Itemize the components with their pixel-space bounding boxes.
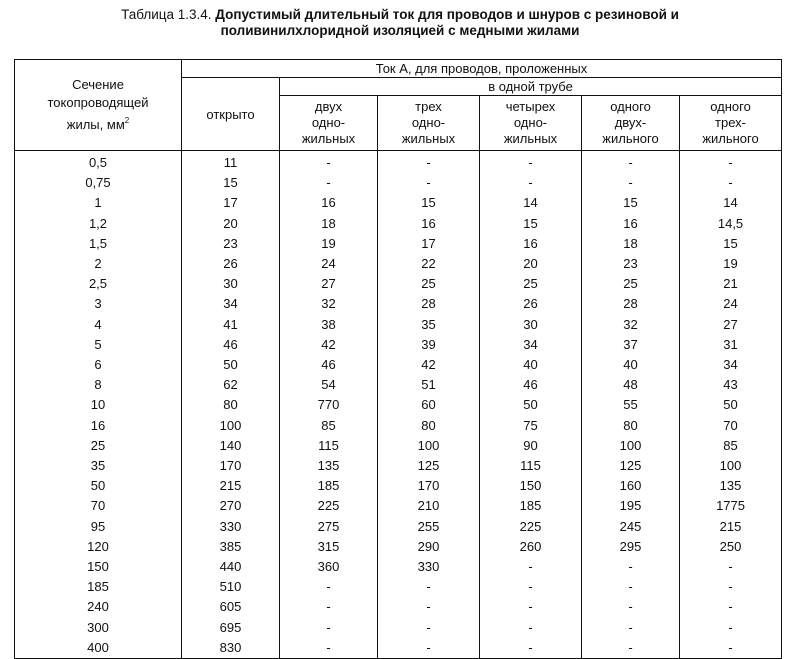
current-table xyxy=(14,59,782,659)
cell-open: 26 xyxy=(182,254,280,274)
cell-three-single-core: 210 xyxy=(378,496,480,516)
header-in-pipe: в одной трубе xyxy=(280,78,782,96)
cell-one-three-core: 14,5 xyxy=(680,214,782,234)
cell-open: 17 xyxy=(182,193,280,213)
cell-four-single-core: 26 xyxy=(480,294,582,314)
cell-one-three-core: 1775 xyxy=(680,496,782,516)
cell-one-two-core: - xyxy=(582,577,680,597)
cell-open: 270 xyxy=(182,496,280,516)
cell-one-two-core: 55 xyxy=(582,395,680,415)
cell-one-two-core: - xyxy=(582,173,680,193)
cell-open: 440 xyxy=(182,557,280,577)
cell-one-two-core: - xyxy=(582,557,680,577)
cell-open: 385 xyxy=(182,537,280,557)
table-row xyxy=(15,557,782,577)
cell-three-single-core: - xyxy=(378,618,480,638)
cell-cross-section: 240 xyxy=(15,597,182,617)
cell-one-three-core: - xyxy=(680,638,782,659)
cell-four-single-core: - xyxy=(480,577,582,597)
header-cross-section: Сечение токопроводящей жилы, $мм^2$ xyxy=(15,60,182,151)
cell-four-single-core: 40 xyxy=(480,355,582,375)
cell-one-three-core: 14 xyxy=(680,193,782,213)
cell-open: 50 xyxy=(182,355,280,375)
cell-four-single-core: 15 xyxy=(480,214,582,234)
cell-one-three-core: 215 xyxy=(680,517,782,537)
cell-open: 215 xyxy=(182,476,280,496)
header-pipe-col-5: одного трех- жильного xyxy=(680,96,782,151)
cell-one-two-core: 245 xyxy=(582,517,680,537)
table-row xyxy=(15,355,782,375)
cell-three-single-core: 16 xyxy=(378,214,480,234)
cell-two-single-core: - xyxy=(280,577,378,597)
cell-one-two-core: 15 xyxy=(582,193,680,213)
cell-one-two-core: 125 xyxy=(582,456,680,476)
table-row xyxy=(15,294,782,314)
cell-one-two-core: 160 xyxy=(582,476,680,496)
cell-three-single-core: - xyxy=(378,597,480,617)
table-row xyxy=(15,375,782,395)
cell-three-single-core: 51 xyxy=(378,375,480,395)
cell-two-single-core: 185 xyxy=(280,476,378,496)
caption-number: Таблица 1.3.4. xyxy=(121,7,212,22)
cell-three-single-core: 290 xyxy=(378,537,480,557)
cell-four-single-core: - xyxy=(480,557,582,577)
cell-one-three-core: 100 xyxy=(680,456,782,476)
cell-three-single-core: 15 xyxy=(378,193,480,213)
cell-open: 34 xyxy=(182,294,280,314)
table-row xyxy=(15,476,782,496)
cell-two-single-core: 18 xyxy=(280,214,378,234)
cell-two-single-core: 32 xyxy=(280,294,378,314)
table-row xyxy=(15,214,782,234)
cell-two-single-core: 54 xyxy=(280,375,378,395)
cell-two-single-core: 770 xyxy=(280,395,378,415)
cell-cross-section: 10 xyxy=(15,395,182,415)
cell-one-three-core: 19 xyxy=(680,254,782,274)
cell-one-two-core: - xyxy=(582,638,680,659)
cell-four-single-core: 20 xyxy=(480,254,582,274)
header-pipe-col-1: двух одно- жильных xyxy=(280,96,378,151)
caption-line-1 xyxy=(0,7,800,23)
table-row xyxy=(15,597,782,617)
cell-three-single-core: 330 xyxy=(378,557,480,577)
cell-three-single-core: - xyxy=(378,638,480,659)
cell-two-single-core: - xyxy=(280,151,378,174)
cell-two-single-core: 27 xyxy=(280,274,378,294)
cell-cross-section: 4 xyxy=(15,315,182,335)
cell-one-two-core: 32 xyxy=(582,315,680,335)
cell-one-two-core: 48 xyxy=(582,375,680,395)
cell-two-single-core: 24 xyxy=(280,254,378,274)
table-row xyxy=(15,395,782,415)
cell-cross-section: 25 xyxy=(15,436,182,456)
cell-cross-section: 0,5 xyxy=(15,151,182,174)
cell-one-two-core: - xyxy=(582,151,680,174)
cell-open: 11 xyxy=(182,151,280,174)
cell-three-single-core: 170 xyxy=(378,476,480,496)
cell-one-three-core: 250 xyxy=(680,537,782,557)
cell-cross-section: 0,75 xyxy=(15,173,182,193)
cell-one-three-core: - xyxy=(680,597,782,617)
cell-four-single-core: 16 xyxy=(480,234,582,254)
cell-three-single-core: 60 xyxy=(378,395,480,415)
cell-four-single-core: 46 xyxy=(480,375,582,395)
cell-three-single-core: 255 xyxy=(378,517,480,537)
cell-cross-section: 120 xyxy=(15,537,182,557)
cell-three-single-core: 22 xyxy=(378,254,480,274)
cell-one-two-core: - xyxy=(582,618,680,638)
cell-open: 100 xyxy=(182,416,280,436)
cell-one-two-core: 295 xyxy=(582,537,680,557)
cell-one-three-core: 70 xyxy=(680,416,782,436)
cell-open: 830 xyxy=(182,638,280,659)
cell-one-three-core: 24 xyxy=(680,294,782,314)
cell-one-two-core: 23 xyxy=(582,254,680,274)
cell-open: 330 xyxy=(182,517,280,537)
caption-title-line-1: Допустимый длительный ток для проводов и шнуров с резиновой и xyxy=(215,7,679,22)
cell-cross-section: 6 xyxy=(15,355,182,375)
cell-two-single-core: - xyxy=(280,638,378,659)
table-row xyxy=(15,193,782,213)
cell-one-two-core: 80 xyxy=(582,416,680,436)
table-row xyxy=(15,315,782,335)
cell-open: 62 xyxy=(182,375,280,395)
cell-cross-section: 185 xyxy=(15,577,182,597)
cell-open: 20 xyxy=(182,214,280,234)
cell-one-two-core: - xyxy=(582,597,680,617)
cell-two-single-core: 46 xyxy=(280,355,378,375)
table-row xyxy=(15,517,782,537)
cell-open: 510 xyxy=(182,577,280,597)
cell-one-two-core: 100 xyxy=(582,436,680,456)
cell-cross-section: 2,5 xyxy=(15,274,182,294)
cell-one-three-core: - xyxy=(680,618,782,638)
cell-one-two-core: 25 xyxy=(582,274,680,294)
cell-cross-section: 3 xyxy=(15,294,182,314)
cell-one-three-core: 50 xyxy=(680,395,782,415)
header-open: открыто xyxy=(182,78,280,151)
cell-open: 30 xyxy=(182,274,280,294)
table-row xyxy=(15,173,782,193)
table-row xyxy=(15,537,782,557)
cell-three-single-core: 35 xyxy=(378,315,480,335)
cell-open: 80 xyxy=(182,395,280,415)
cell-four-single-core: 185 xyxy=(480,496,582,516)
cell-three-single-core: 25 xyxy=(378,274,480,294)
cell-cross-section: 300 xyxy=(15,618,182,638)
cell-one-two-core: 16 xyxy=(582,214,680,234)
cell-one-three-core: 27 xyxy=(680,315,782,335)
cell-three-single-core: 80 xyxy=(378,416,480,436)
cell-cross-section: 16 xyxy=(15,416,182,436)
cell-one-three-core: 34 xyxy=(680,355,782,375)
cell-cross-section: 95 xyxy=(15,517,182,537)
cell-open: 15 xyxy=(182,173,280,193)
cell-three-single-core: 39 xyxy=(378,335,480,355)
cell-open: 695 xyxy=(182,618,280,638)
cell-two-single-core: - xyxy=(280,597,378,617)
cell-cross-section: 1,5 xyxy=(15,234,182,254)
cell-open: 605 xyxy=(182,597,280,617)
cell-four-single-core: 115 xyxy=(480,456,582,476)
cell-open: 170 xyxy=(182,456,280,476)
cell-cross-section: 150 xyxy=(15,557,182,577)
cell-one-three-core: 43 xyxy=(680,375,782,395)
cell-four-single-core: 225 xyxy=(480,517,582,537)
cell-four-single-core: 34 xyxy=(480,335,582,355)
table-row xyxy=(15,416,782,436)
cell-cross-section: 5 xyxy=(15,335,182,355)
cell-cross-section: 70 xyxy=(15,496,182,516)
table-row xyxy=(15,496,782,516)
table-caption xyxy=(0,7,800,39)
caption-title-line-2: поливинилхлоридной изоляцией с медными жилами xyxy=(220,23,580,38)
cell-three-single-core: - xyxy=(378,173,480,193)
cell-one-two-core: 18 xyxy=(582,234,680,254)
cell-one-three-core: - xyxy=(680,151,782,174)
cell-open: 23 xyxy=(182,234,280,254)
cell-cross-section: 50 xyxy=(15,476,182,496)
cell-two-single-core: 225 xyxy=(280,496,378,516)
cell-open: 140 xyxy=(182,436,280,456)
cell-one-two-core: 37 xyxy=(582,335,680,355)
cell-one-three-core: - xyxy=(680,173,782,193)
cell-four-single-core: - xyxy=(480,173,582,193)
cell-two-single-core: 42 xyxy=(280,335,378,355)
cell-four-single-core: - xyxy=(480,151,582,174)
cell-two-single-core: 115 xyxy=(280,436,378,456)
table-row xyxy=(15,436,782,456)
cell-two-single-core: - xyxy=(280,173,378,193)
table-row xyxy=(15,151,782,174)
header-pipe-col-3: четырех одно- жильных xyxy=(480,96,582,151)
cell-four-single-core: - xyxy=(480,638,582,659)
cell-one-three-core: 135 xyxy=(680,476,782,496)
cell-two-single-core: 275 xyxy=(280,517,378,537)
table-row xyxy=(15,618,782,638)
cell-open: 46 xyxy=(182,335,280,355)
cell-cross-section: 400 xyxy=(15,638,182,659)
cell-cross-section: 8 xyxy=(15,375,182,395)
cell-four-single-core: 30 xyxy=(480,315,582,335)
header-pipe-col-4: одного двух- жильного xyxy=(582,96,680,151)
cell-one-three-core: 85 xyxy=(680,436,782,456)
cell-cross-section: 1,2 xyxy=(15,214,182,234)
cell-cross-section: 1 xyxy=(15,193,182,213)
cell-four-single-core: 50 xyxy=(480,395,582,415)
cell-cross-section: 2 xyxy=(15,254,182,274)
cell-one-three-core: 21 xyxy=(680,274,782,294)
cell-two-single-core: 16 xyxy=(280,193,378,213)
cell-four-single-core: 260 xyxy=(480,537,582,557)
cell-one-two-core: 40 xyxy=(582,355,680,375)
cell-two-single-core: 135 xyxy=(280,456,378,476)
table-header xyxy=(15,60,782,151)
cell-four-single-core: 25 xyxy=(480,274,582,294)
table-row xyxy=(15,274,782,294)
cell-four-single-core: 75 xyxy=(480,416,582,436)
header-pipe-col-2: трех одно- жильных xyxy=(378,96,480,151)
table-body xyxy=(15,151,782,659)
cell-three-single-core: 17 xyxy=(378,234,480,254)
cell-two-single-core: 315 xyxy=(280,537,378,557)
cell-three-single-core: 42 xyxy=(378,355,480,375)
cell-one-two-core: 28 xyxy=(582,294,680,314)
cell-one-three-core: - xyxy=(680,557,782,577)
cell-four-single-core: - xyxy=(480,618,582,638)
cell-three-single-core: 125 xyxy=(378,456,480,476)
table-row xyxy=(15,577,782,597)
cell-one-three-core: 31 xyxy=(680,335,782,355)
cell-four-single-core: - xyxy=(480,597,582,617)
cell-open: 41 xyxy=(182,315,280,335)
cell-three-single-core: 100 xyxy=(378,436,480,456)
table-row xyxy=(15,254,782,274)
cell-four-single-core: 150 xyxy=(480,476,582,496)
table-row xyxy=(15,234,782,254)
header-current-group: Ток А, для проводов, проложенных xyxy=(182,60,782,78)
cell-three-single-core: - xyxy=(378,577,480,597)
cell-three-single-core: 28 xyxy=(378,294,480,314)
cell-two-single-core: 38 xyxy=(280,315,378,335)
cell-two-single-core: - xyxy=(280,618,378,638)
cell-two-single-core: 360 xyxy=(280,557,378,577)
cell-three-single-core: - xyxy=(378,151,480,174)
cell-four-single-core: 90 xyxy=(480,436,582,456)
table-row xyxy=(15,335,782,355)
cell-cross-section: 35 xyxy=(15,456,182,476)
cell-one-two-core: 195 xyxy=(582,496,680,516)
cell-one-three-core: 15 xyxy=(680,234,782,254)
cell-two-single-core: 19 xyxy=(280,234,378,254)
cell-one-three-core: - xyxy=(680,577,782,597)
cell-two-single-core: 85 xyxy=(280,416,378,436)
table-row xyxy=(15,456,782,476)
cell-four-single-core: 14 xyxy=(480,193,582,213)
